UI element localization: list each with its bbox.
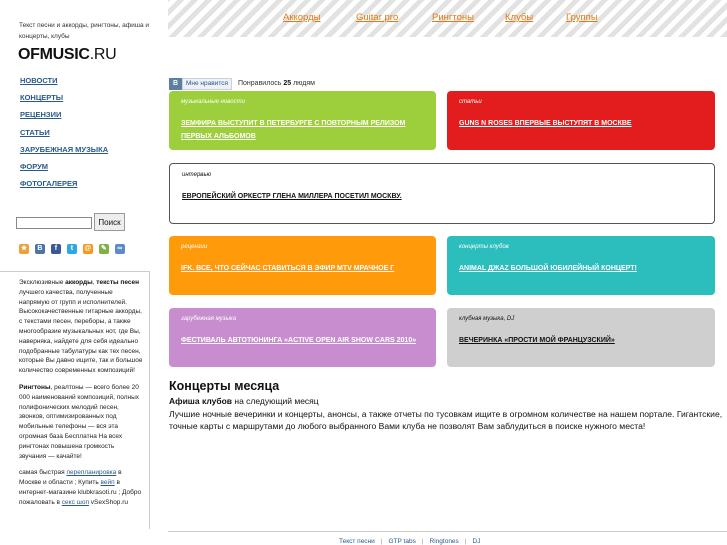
top-nav-ringtones[interactable]: Рингтоны <box>432 12 474 23</box>
card-category: интервью <box>182 172 212 178</box>
top-nav-chords[interactable]: Аккорды <box>283 12 321 23</box>
sidebar-item-forum[interactable] <box>20 162 108 179</box>
like-count: 25 <box>283 80 292 87</box>
ad-link-vape[interactable]: вейп <box>100 479 115 487</box>
sidebar-item-photo-gallery[interactable] <box>20 179 108 196</box>
card-title-link[interactable]: ANIMAL ДЖАZ БОЛЬШОЙ ЮБИЛЕЙНЫЙ КОНЦЕРТ! <box>459 265 637 272</box>
card-category: клубная музыка, DJ <box>459 316 515 322</box>
sidebar <box>0 0 158 545</box>
news-card-club-concerts <box>447 236 715 295</box>
facebook-icon[interactable]: f <box>51 244 61 254</box>
sidebar-item-foreign-music[interactable] <box>20 145 108 162</box>
search-input[interactable] <box>16 217 92 229</box>
sidebar-item-news[interactable] <box>20 76 108 93</box>
sidebar-item-articles[interactable] <box>20 128 108 145</box>
footer-link-gtp-tabs[interactable]: GTP tabs <box>388 538 416 545</box>
logo-main: OFMUSIC <box>18 46 90 63</box>
news-card-foreign-music <box>169 308 436 367</box>
sidebar-link-reviews[interactable]: РЕЦЕНЗИИ <box>20 110 62 120</box>
footer-separator: | <box>464 538 467 545</box>
logo-domain: .RU <box>89 46 117 63</box>
mailru-icon[interactable]: @ <box>84 245 92 252</box>
footer-link-ringtones[interactable]: Ringtones <box>429 538 459 545</box>
sidebar-seo-text <box>0 271 150 529</box>
card-category: концерты клубов <box>459 244 509 250</box>
footer-divider <box>168 531 727 532</box>
card-category: рецензии <box>181 244 208 250</box>
site-logo[interactable] <box>18 46 116 64</box>
card-title-link[interactable]: ЗЕМФИРА ВЫСТУПИТ В ПЕТЕРБУРГЕ С ПОВТОРНЫМ РЕЛИЗОМ ПЕРВЫХ АЛЬБОМОВ <box>181 120 406 140</box>
sidebar-link-concerts[interactable]: КОНЦЕРТЫ <box>20 93 64 103</box>
ad-link-remodeling[interactable]: перепланировка <box>66 469 117 477</box>
sidebar-link-foreign-music[interactable]: ЗАРУБЕЖНАЯ МУЗЫКА <box>20 144 109 154</box>
card-title-link[interactable]: ЕВРОПЕЙСКИЙ ОРКЕСТР ГЛЕНА МИЛЛЕРА ПОСЕТИЛ МОСКВУ. <box>182 193 402 200</box>
link-icon[interactable]: ∞ <box>115 244 125 254</box>
top-header <box>168 0 727 37</box>
section-subtitle: Афиша клубов на следующий месяц <box>169 396 319 406</box>
footer-link-dj[interactable]: DJ <box>472 538 481 545</box>
card-category: зарубежная музыка <box>181 316 237 322</box>
top-nav-guitar-pro[interactable]: Guitar pro <box>356 12 399 23</box>
footer-separator: | <box>421 538 424 545</box>
card-category: статьи <box>459 99 482 105</box>
news-card-music-news <box>169 91 436 150</box>
footer-links <box>339 538 480 545</box>
top-nav-groups[interactable]: Группы <box>566 12 598 23</box>
card-title-link[interactable]: IFK. ВСЕ, ЧТО СЕЙЧАС СТАВИТЬСЯ В ЭФИР MTV МРАЧНОЕ Г <box>181 265 395 272</box>
vk-icon[interactable]: В <box>169 78 182 90</box>
vkontakte-icon[interactable]: B <box>35 244 45 254</box>
footer-separator: | <box>380 538 383 545</box>
card-title-link[interactable]: GUNS N ROSES ВПЕРВЫЕ ВЫСТУПЯТ В МОСКВЕ <box>459 120 632 127</box>
news-card-reviews <box>169 236 436 295</box>
news-card-club-music <box>447 308 715 367</box>
section-description: Лучшие ночные вечеринки и концерты, анонсы, а также отчеты по тусовкам ищите в огромном количестве на нашем портале. Гигантские, точные карты с маршрутами до любого выбранного Вами клуба не позволят Вам заблудиться в поиске нужного места! <box>169 409 723 431</box>
sidebar-paragraph-chords: Эксклюзивные аккорды, тексты песен лучшего качества, полученные напрямую от групп и исполнителей. Высококачественные гитарные аккорды, с текстами песен, переборы, а также многообразие музыкальных нот, где Вы, наверняка, найдете для себя идеально подобранные табулатуры как тех песен, которые Вы давно ищите, так и большое количество современных композиций! <box>19 279 143 375</box>
news-card-interview <box>169 163 715 224</box>
sidebar-paragraph-ads: самая быстрая перепланировка в Москве и области ; Купить вейп в интернет-магазине klubkrasoti.ru ; Добро пожаловать в секс шоп vSexShop.ru <box>19 469 142 506</box>
card-title-link[interactable]: ВЕЧЕРИНКА «ПРОСТИ МОЙ ФРАНЦУЗСКИЙ» <box>459 337 615 344</box>
sidebar-paragraph-ringtones: Рингтоны, реалтоны — всего более 20 000 наименований композиций, полных полифонических мелодий песен, звонков, оптимизированных под мобильные телефоны — вся эта огромная база Бесплатна На всех рингтонах повышена громкость звучания — качайте! <box>19 383 139 460</box>
sidebar-link-news[interactable]: НОВОСТИ <box>20 76 58 85</box>
livejournal-icon[interactable]: ✎ <box>99 244 109 254</box>
search-button[interactable]: Поиск <box>94 213 125 231</box>
bookmark-icon[interactable]: ★ <box>20 245 28 252</box>
sidebar-link-articles[interactable]: СТАТЬИ <box>20 127 50 137</box>
twitter-icon[interactable]: t <box>67 244 77 254</box>
sidebar-nav <box>20 76 108 196</box>
news-card-articles <box>447 91 715 150</box>
top-nav-clubs[interactable]: Клубы <box>505 12 534 23</box>
social-share-bar <box>19 244 126 256</box>
like-count-text: Понравилось 25 людям <box>238 80 315 87</box>
card-category: музыкальные новости <box>181 99 245 105</box>
site-tagline: Текст песни и аккорды, рингтоны, афиша и концерты, клубы <box>19 22 150 40</box>
ad-link-shop[interactable]: секс шоп <box>61 498 89 506</box>
section-title: Концерты месяца <box>169 379 280 393</box>
sidebar-item-concerts[interactable] <box>20 93 108 110</box>
sidebar-link-forum[interactable]: ФОРУМ <box>20 161 49 171</box>
footer-link-lyrics[interactable]: Текст песни <box>339 538 375 545</box>
sidebar-item-reviews[interactable] <box>20 110 108 127</box>
like-button[interactable]: Мне нравится <box>182 78 232 90</box>
sidebar-link-photo-gallery[interactable]: ФОТОГАЛЕРЕЯ <box>20 179 78 189</box>
card-title-link[interactable]: ФЕСТИВАЛЬ АВТОТЮНИНГА «ACTIVE OPEN AIR SHOW CARS 2010» <box>181 337 417 344</box>
